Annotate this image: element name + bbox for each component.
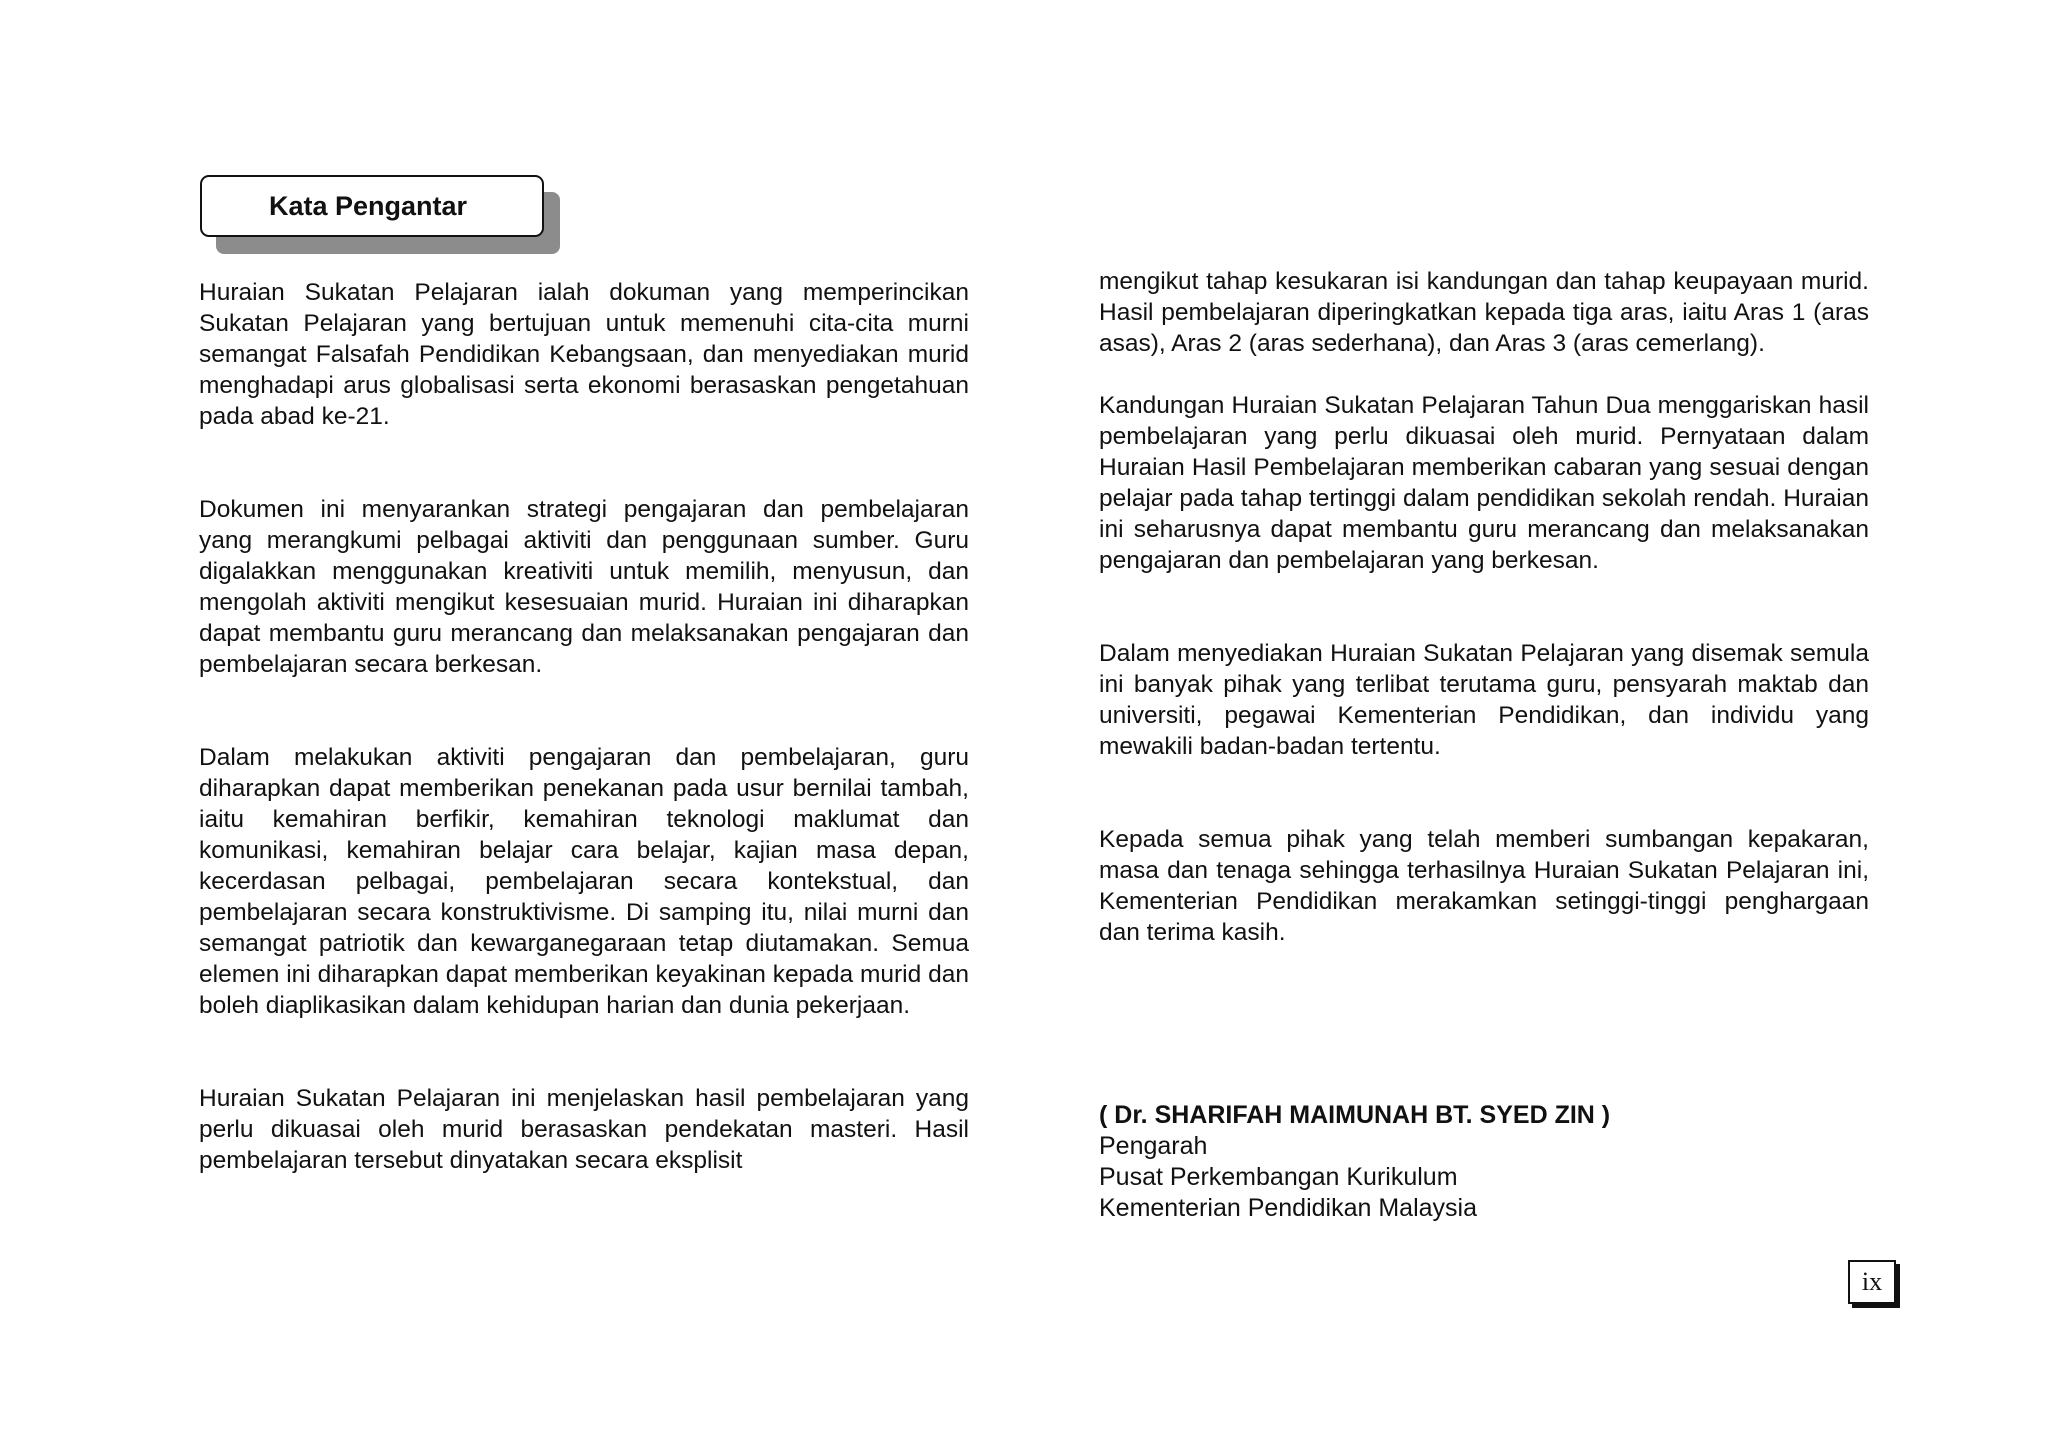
signatory-name: ( Dr. SHARIFAH MAIMUNAH BT. SYED ZIN ): [1099, 1101, 1611, 1129]
signatory-department: Pusat Perkembangan Kurikulum: [1099, 1163, 1458, 1191]
paragraph: Kepada semua pihak yang telah memberi sumbangan kepakaran, masa dan tenaga sehingga terhasilnya Huraian Sukatan Pelajaran ini, Kementerian Pendidikan merakamkan setinggi-tinggi penghargaan dan terima kasih.: [1099, 826, 1869, 946]
page-number: ix: [1848, 1260, 1896, 1304]
signatory-ministry: Kementerian Pendidikan Malaysia: [1099, 1194, 1477, 1222]
paragraph: Dalam menyediakan Huraian Sukatan Pelajaran yang disemak semula ini banyak pihak yang terlibat terutama guru, pensyarah maktab dan universiti, pegawai Kementerian Pendidikan, dan individu yang mewakili badan-badan tertentu.: [1099, 640, 1869, 760]
title-box: [200, 175, 544, 237]
right-column: [1099, 266, 1869, 948]
signature-block: [1099, 1100, 1869, 1224]
section-title-box: [200, 175, 550, 241]
left-column: [199, 277, 969, 1176]
signatory-position: Pengarah: [1099, 1132, 1208, 1160]
paragraph: Dalam melakukan aktiviti pengajaran dan pembelajaran, guru diharapkan dapat memberikan penekanan pada usur bernilai tambah, iaitu kemahiran berfikir, kemahiran teknologi maklumat dan komunikasi, kemahiran belajar cara belajar, kajian masa depan, kecerdasan pelbagai, pembelajaran secara kontekstual, dan pembelajaran secara konstruktivisme. Di samping itu, nilai murni dan semangat patriotik dan kewarganegaraan tetap diutamakan. Semua elemen ini diharapkan dapat memberikan keyakinan kepada murid dan boleh diaplikasikan dalam kehidupan harian dan dunia pekerjaan.: [199, 744, 969, 1019]
paragraph: mengikut tahap kesukaran isi kandungan dan tahap keupayaan murid. Hasil pembelajaran diperingkatkan kepada tiga aras, iaitu Aras 1 (aras asas), Aras 2 (aras sederhana), dan Aras 3 (aras cemerlang).: [1099, 268, 1869, 357]
paragraph: Dokumen ini menyarankan strategi pengajaran dan pembelajaran yang merangkumi pelbagai aktiviti dan penggunaan sumber. Guru digalakkan menggunakan kreativiti untuk memilih, menyusun, dan mengolah aktiviti mengikut kesesuaian murid. Huraian ini diharapkan dapat membantu guru merancang dan melaksanakan pengajaran dan pembelajaran secara berkesan.: [199, 496, 969, 678]
paragraph: Huraian Sukatan Pelajaran ialah dokuman yang memperincikan Sukatan Pelajaran yang bertujuan untuk memenuhi cita-cita murni semangat Falsafah Pendidikan Kebangsaan, dan menyediakan murid menghadapi arus globalisasi serta ekonomi berasaskan pengetahuan pada abad ke-21.: [199, 279, 969, 430]
paragraph: Huraian Sukatan Pelajaran ini menjelaskan hasil pembelajaran yang perlu dikuasai oleh murid berasaskan pendekatan masteri. Hasil pembelajaran tersebut dinyatakan secara eksplisit: [199, 1085, 969, 1174]
page-title: Kata Pengantar: [268, 190, 468, 221]
paragraph: Kandungan Huraian Sukatan Pelajaran Tahun Dua menggariskan hasil pembelajaran yang perlu dikuasai oleh murid. Pernyataan dalam Huraian Hasil Pembelajaran memberikan cabaran yang sesuai dengan pelajar pada tahap tertinggi dalam pendidikan sekolah rendah. Huraian ini seharusnya dapat membantu guru merancang dan melaksanakan pengajaran dan pembelajaran yang berkesan.: [1099, 392, 1869, 574]
